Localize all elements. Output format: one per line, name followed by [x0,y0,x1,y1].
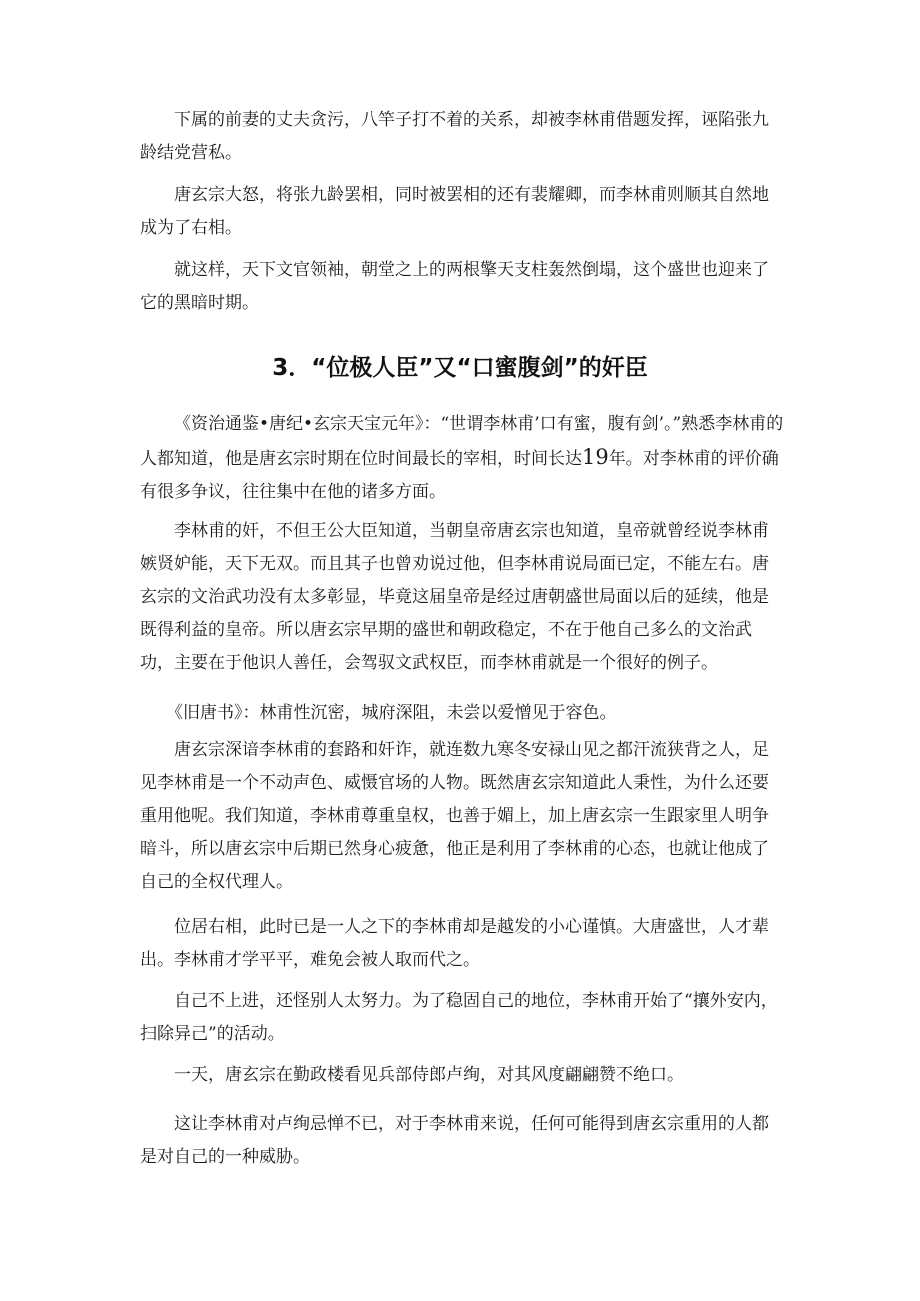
paragraph-5: 李林甫的奸，不但王公大臣知道，当朝皇帝唐玄宗也知道，皇帝就曾经说李林甫嫉贤妒能，天下无双。而且其子也曾劝说过他，但李林甫说局面已定，不能左右。唐玄宗的文治武功没有太多彰显，毕竟这届皇帝是经过唐朝盛世局面以后的延续，他是既得利益的皇帝。所以唐玄宗早期的盛世和朝政稳定，不在于他自己多么的文治武功，主要在于他识人善任，会驾驭文武权臣，而李林甫就是一个很好的例子。 [140,521,769,673]
paragraph-8: 位居右相，此时已是一人之下的李林甫却是越发的小心谨慎。大唐盛世，人才辈出。李林甫才学平平，难免会被人取而代之。 [140,917,769,970]
years-number: 19 [582,445,609,469]
paragraph-3: 就这样，天下文官领袖，朝堂之上的两根擎天支柱轰然倒塌，这个盛世也迎来了它的黑暗时期。 [140,260,769,313]
paragraph-7: 唐玄宗深谙李林甫的套路和奸诈，就连数九寒冬安禄山见之都汗流狭背之人，足见李林甫是一个不动声色、威慑官场的人物。既然唐玄宗知道此人秉性，为什么还要重用他呢。我们知道，李林甫尊重皇权，也善于媚上，加上唐玄宗一生跟家里人明争暗斗，所以唐玄宗中后期已然身心疲惫，他正是利用了李林甫的心态，也就让他成了自己的全权代理人。 [140,740,769,892]
paragraph-10: 一天，唐玄宗在勤政楼看见兵部侍郎卢绚，对其风度翩翩赞不绝口。 [174,1065,684,1085]
paragraph-4: 《资治通鉴•唐纪•玄宗天宝元年》：“世谓李林甫’口有蜜，腹有剑’。”熟悉李林甫的人都知道，他是唐玄宗时期在位时间最长的宰相，时间长达19年。对李林甫的评价确有很多争议，往往集中在他的诸多方面。 [140,414,784,502]
section-heading: 3．“位极人臣”又“口蜜腹剑”的奸臣 [272,355,648,381]
paragraph-11: 这让李林甫对卢绚忌惮不已，对于李林甫来说，任何可能得到唐玄宗重用的人都是对自己的一种威胁。 [140,1114,769,1167]
paragraph-2: 唐玄宗大怒，将张九龄罢相，同时被罢相的还有裴耀卿，而李林甫则顺其自然地成为了右相。 [140,185,769,238]
paragraph-6: 《旧唐书》：林甫性沉密，城府深阻，未尝以爱憎见于容色。 [166,703,617,723]
paragraph-9: 自己不上进，还怪别人太努力。为了稳固自己的地位，李林甫开始了“攘外安内，扫除异己”的活动。 [140,991,778,1044]
paragraph-1: 下属的前妻的丈夫贪污，八竿子打不着的关系，却被李林甫借题发挥，诬陷张九龄结党营私。 [140,110,769,163]
